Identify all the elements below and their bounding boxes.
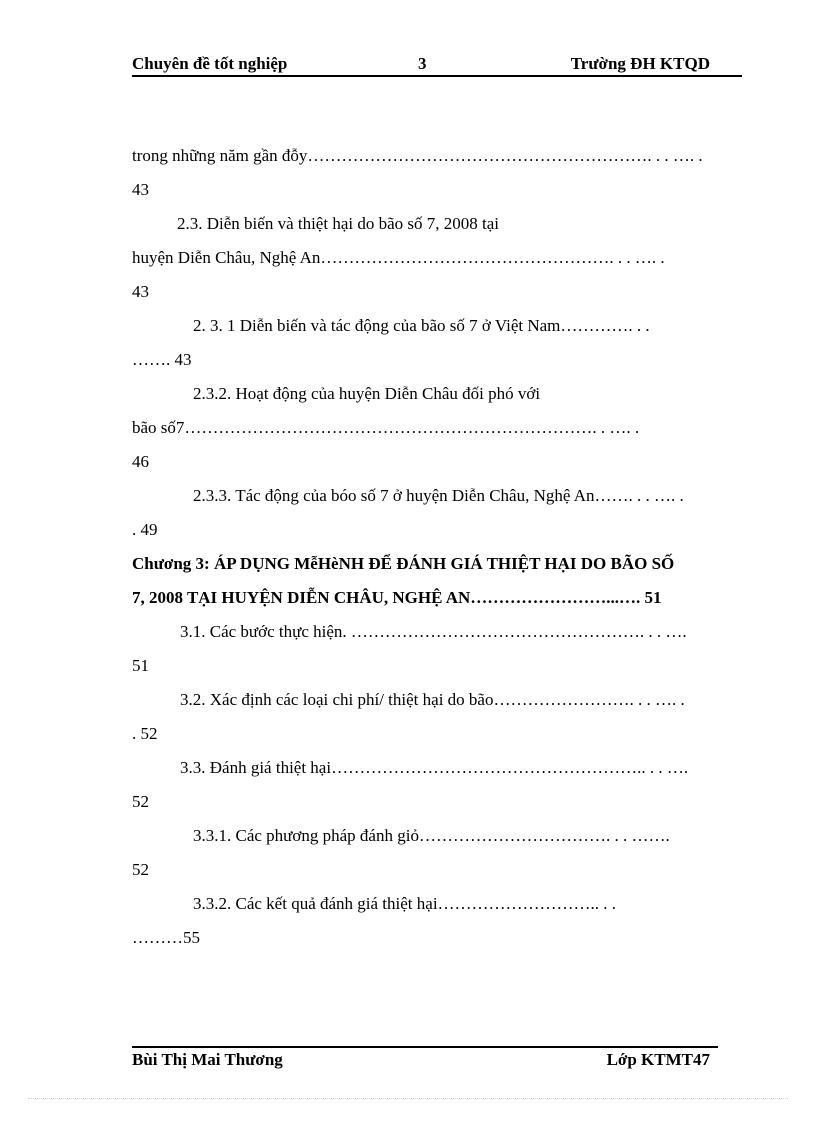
toc-entry-2-3-3: 2.3.3. Tác động của bóo số 7 ở huyện Diễn Châu, Nghệ An……. . . …. . (193, 486, 684, 505)
toc-entry-2-3-1: 2. 3. 1 Diễn biến và tác động của bão số 7 ở Việt Nam…………. . . (193, 316, 650, 335)
toc-entry-2-3: 2.3. Diễn biến và thiệt hại do bão số 7, 2008 tại (177, 214, 499, 233)
header-page-number: 3 (418, 54, 427, 73)
footer-divider (132, 1046, 718, 1048)
header-divider (132, 75, 742, 77)
footer-author-name: Bùi Thị Mai Thương (132, 1050, 283, 1069)
toc-line: trong những năm gần đỗy……………………………………………………. . . …. . (132, 146, 703, 165)
toc-entry-3-3: 3.3. Đánh giá thiệt hại……………………………………………….. . . …. (180, 758, 689, 777)
toc-chapter-3-title: Chương 3: ÁP DỤNG MễHèNH ĐỂ ĐÁNH GIÁ THIỆT HẠI DO BÃO SỐ (132, 554, 675, 573)
toc-page-ref: 46 (132, 452, 149, 471)
header-school-name: Trường ĐH KTQD (570, 54, 710, 73)
toc-page-ref: 43 (132, 180, 149, 199)
toc-line: bão số7………………………………………………………………. . …. . (132, 418, 640, 437)
toc-page-ref: ……. 43 (132, 350, 192, 369)
page-footer (132, 1050, 718, 1074)
toc-page-ref: 52 (132, 860, 149, 879)
toc-page-ref: ………55 (132, 928, 200, 947)
header-document-title: Chuyên đề tốt nghiệp (132, 54, 288, 73)
toc-entry-3-2: 3.2. Xác định các loại chi phí/ thiệt hại do bão……………………. . . …. . (180, 690, 685, 709)
toc-chapter-3-title-cont: 7, 2008 TẠI HUYỆN DIỄN CHÂU, NGHỆ AN……………………...…. 51 (132, 588, 662, 607)
toc-entry-3-3-2: 3.3.2. Các kết quả đánh giá thiệt hại……………………….. . . (193, 894, 617, 913)
page-header (132, 52, 742, 76)
footer-class-name: Lớp KTMT47 (606, 1050, 710, 1069)
toc-page-ref: 52 (132, 792, 149, 811)
toc-line: huyện Diễn Châu, Nghệ An……………………………………………. . . …. . (132, 248, 665, 267)
toc-entry-3-3-1: 3.3.1. Các phương pháp đánh giỏ……………………………. . . ……. (193, 826, 670, 845)
toc-entry-3-1: 3.1. Các bước thực hiện. ……………………………………………. . . …. (180, 622, 687, 641)
toc-page-ref: 43 (132, 282, 149, 301)
toc-page-ref: . 49 (132, 520, 158, 539)
toc-page-ref: . 52 (132, 724, 158, 743)
toc-page-ref: 51 (132, 656, 149, 675)
page-edge-dots (28, 1098, 788, 1099)
toc-entry-2-3-2: 2.3.2. Hoạt động của huyện Diễn Châu đối phó với (193, 384, 541, 403)
